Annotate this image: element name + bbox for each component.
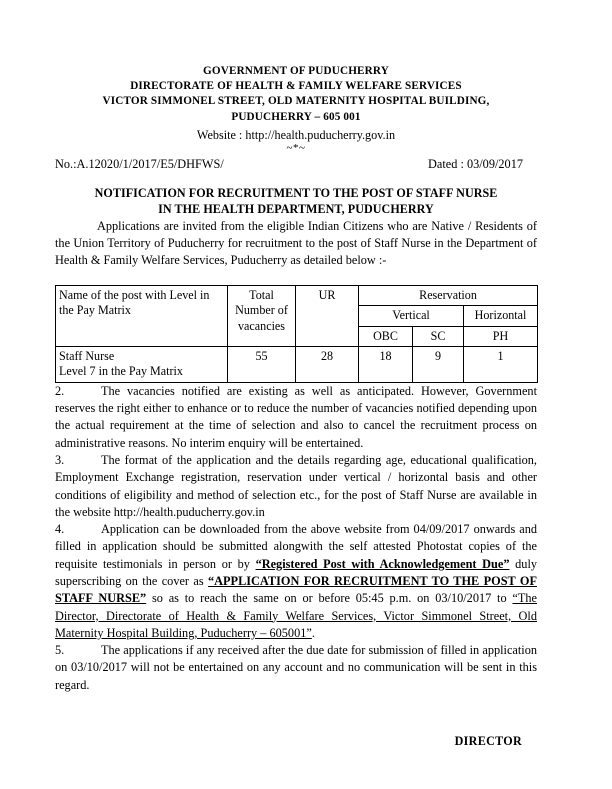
- document-date: Dated : 03/09/2017: [428, 156, 523, 171]
- letterhead-website: Website : http://health.puducherry.gov.in: [196, 127, 396, 142]
- file-number: No.:A.12020/1/2017/E5/DHFWS/: [55, 156, 224, 171]
- paragraph-4-segment-2: duly superscribing on the cover as: [55, 556, 538, 588]
- document-content: [55, 0, 537, 749]
- cell-post-name: [56, 346, 228, 382]
- cell-ur: 28: [296, 346, 359, 382]
- cell-post-name-line-2: Level 7 in the Pay Matrix: [59, 364, 183, 379]
- paragraph-4-mailing-address: “The Director, Directorate of Health & Family Welfare Services, Victor Simmonel Street, Old Maternity Hospital Building, Puducherry – 605001”: [55, 591, 537, 640]
- paragraph-3-text: The format of the application and the details regarding age, educational qualification, Employment Exchange registration, reservation under vertical / horizontal basis and other conditions of eligibility and method of selection etc., for the post of Staff Nurse are available in the website http://health.puducherry.gov.in: [55, 452, 537, 519]
- cell-post-name-line-1: Staff Nurse: [59, 348, 115, 363]
- header-ph: PH: [464, 326, 538, 346]
- vacancy-table: [55, 285, 538, 383]
- notification-title-line-2: IN THE HEALTH DEPARTMENT, PUDUCHERRY: [158, 202, 434, 217]
- paragraph-4-segment-4: .: [311, 625, 315, 640]
- letterhead-line-government: GOVERNMENT OF PUDUCHERRY: [203, 65, 389, 77]
- paragraph-5-number: 5.: [55, 643, 65, 658]
- cell-total-vacancies: 55: [228, 346, 296, 382]
- letterhead: [55, 0, 537, 153]
- header-horizontal: Horizontal: [464, 306, 538, 326]
- header-ur: UR: [296, 285, 359, 346]
- paragraph-3: [55, 452, 537, 521]
- letterhead-line-address: VICTOR SIMMONEL STREET, OLD MATERNITY HOSPITAL BUILDING,: [102, 95, 490, 108]
- header-total-vacancies: Total Number of vacancies: [228, 285, 296, 346]
- table-row: [56, 346, 538, 382]
- letterhead-separator: ~*~: [286, 141, 306, 154]
- header-name-of-post: Name of the post with Level in the Pay Matrix: [56, 285, 228, 346]
- paragraph-4: [55, 521, 537, 642]
- cell-sc: 9: [413, 346, 464, 382]
- header-reservation: Reservation: [359, 285, 538, 305]
- paragraph-5-text: The applications if any received after the due date for submission of filled in application on 03/10/2017 will not be entertained on any account and no communication will be sent in this regard.: [55, 643, 537, 692]
- notification-title: [55, 185, 537, 218]
- paragraph-4-emphasis-application-superscription: “APPLICATION FOR RECRUITMENT TO THE POST OF STAFF NURSE”: [55, 574, 537, 606]
- table-header-row-1: [56, 285, 538, 305]
- intro-paragraph-text: Applications are invited from the eligible Indian Citizens who are Native / Residents of the Union Territory of Puducherry for recruitment to the post of Staff Nurse in the Department of Health & Family Welfare Services, Puducherry as detailed below :-: [55, 218, 537, 268]
- letterhead-line-city-pin: PUDUCHERRY – 605 001: [231, 110, 361, 123]
- intro-paragraph: [55, 218, 537, 270]
- letterhead-line-directorate: DIRECTORATE OF HEALTH & FAMILY WELFARE SERVICES: [130, 80, 462, 93]
- reference-row: [55, 157, 537, 172]
- header-vertical: Vertical: [359, 306, 464, 326]
- paragraph-2-number: 2.: [55, 383, 65, 398]
- signature-director: DIRECTOR: [454, 734, 522, 749]
- paragraph-3-number: 3.: [55, 452, 65, 467]
- paragraph-4-segment-1: Application can be downloaded from the above website from 04/09/2017 onwards and filled in application should be submitted alongwith the self attested Photostat copies of the requisite testimonials in person or by: [55, 522, 537, 571]
- cell-ph: 1: [464, 346, 538, 382]
- paragraph-2-text: The vacancies notified are existing as well as anticipated. However, Government reserves the right either to enhance or to reduce the number of vacancies notified depending upon the actual requirement at the time of selection and also to cancel the recruitment process on administrative reasons. No interim enquiry will be entertained.: [55, 383, 537, 450]
- paragraph-2: [55, 383, 537, 452]
- header-sc: SC: [413, 326, 464, 346]
- paragraph-4-segment-3: so as to reach the same on or before 05:45 p.m. on 03/10/2017 to: [146, 591, 513, 606]
- paragraph-4-emphasis-registered-post: “Registered Post with Acknowledgement Due”: [255, 556, 510, 571]
- header-obc: OBC: [359, 326, 413, 346]
- notification-title-line-1: NOTIFICATION FOR RECRUITMENT TO THE POST OF STAFF NURSE: [94, 185, 498, 200]
- cell-obc: 18: [359, 346, 413, 382]
- paragraph-4-number: 4.: [55, 522, 65, 537]
- paragraph-5: [55, 642, 537, 694]
